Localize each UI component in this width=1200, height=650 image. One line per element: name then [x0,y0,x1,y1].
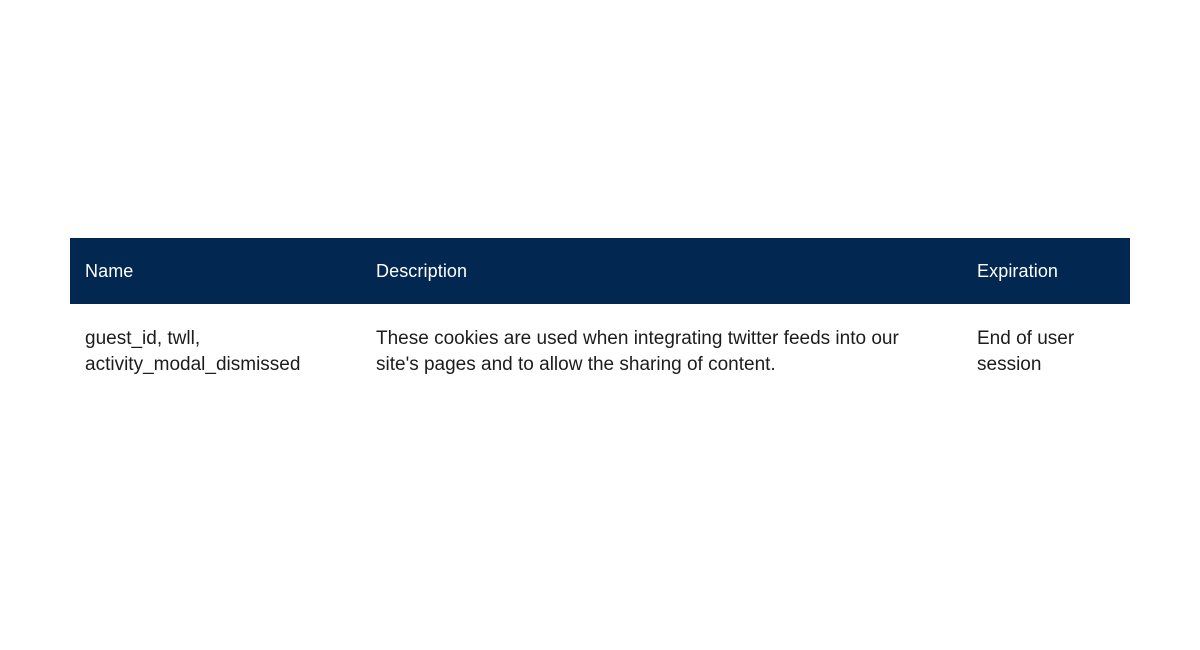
column-header-description: Description [376,260,468,281]
cookie-expiration-cell [962,304,1130,378]
cookie-expiration-line: End of user [977,328,1075,349]
cookie-description-cell [361,304,962,378]
table-header-row [70,238,1130,304]
cookie-name-line: guest_id, twll, [85,328,201,349]
column-header-expiration: Expiration [977,260,1059,281]
cookie-expiration-line: session [977,354,1042,375]
column-header-name: Name [85,260,134,281]
table-body [70,304,1130,378]
cookie-table [70,238,1130,378]
cookie-description-line: These cookies are used when integrating twitter feeds into our [376,328,899,349]
table-header [70,238,1130,304]
cookie-name-line: activity_modal_dismissed [85,354,301,375]
cookie-name-cell [70,304,361,378]
table-row [70,304,1130,378]
cookie-description-line: site's pages and to allow the sharing of content. [376,354,776,375]
